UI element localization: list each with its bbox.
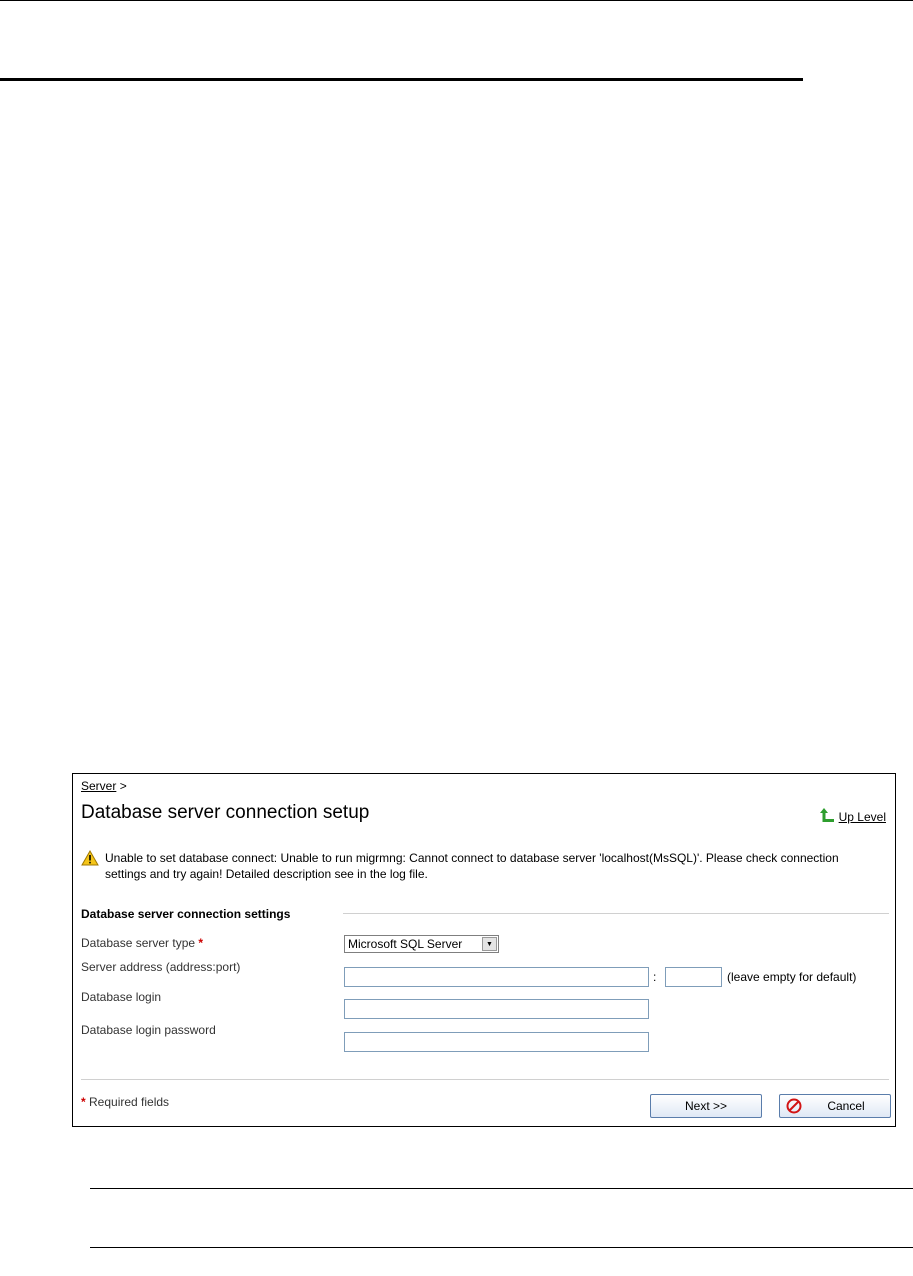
- breadcrumb-separator: >: [119, 779, 127, 793]
- cancel-button[interactable]: [779, 1094, 891, 1118]
- db-connection-panel: [72, 773, 896, 1127]
- section-divider: [343, 913, 889, 914]
- green-up-arrow-icon: [820, 807, 836, 826]
- page-top-rule: [0, 0, 913, 1]
- server-port-input[interactable]: [665, 967, 722, 987]
- port-separator: :: [653, 970, 657, 984]
- footer-rule-2: [90, 1247, 913, 1248]
- section-title: Database server connection settings: [81, 907, 291, 921]
- next-button[interactable]: [650, 1094, 762, 1118]
- up-level-link[interactable]: [820, 807, 886, 826]
- db-login-label: Database login: [81, 990, 162, 1004]
- server-type-label: [81, 936, 203, 950]
- no-entry-icon: [786, 1098, 802, 1117]
- warning-triangle-icon: [81, 850, 99, 882]
- footer-divider: [81, 1079, 889, 1080]
- footer-rule-1: [90, 1188, 913, 1189]
- next-button-label: Next >>: [684, 1099, 728, 1113]
- db-login-input[interactable]: [344, 999, 649, 1019]
- server-type-select[interactable]: [344, 935, 499, 953]
- server-address-input[interactable]: [344, 967, 649, 987]
- port-hint: (leave empty for default): [727, 970, 857, 984]
- required-fields-note: [81, 1095, 169, 1109]
- breadcrumb-link-server[interactable]: Server: [81, 779, 117, 793]
- header-rule: [0, 78, 803, 81]
- server-type-label-text: Database server type: [81, 936, 196, 950]
- up-level-label: Up Level: [838, 809, 886, 824]
- db-password-label: Database login password: [81, 1023, 216, 1037]
- breadcrumb: [81, 779, 127, 793]
- server-type-value: Microsoft SQL Server: [348, 937, 463, 951]
- required-note-text: Required fields: [89, 1095, 170, 1109]
- required-asterisk: *: [81, 1095, 86, 1109]
- db-password-input[interactable]: [344, 1032, 649, 1052]
- required-asterisk: *: [198, 936, 204, 950]
- page-title: Database server connection setup: [81, 802, 370, 823]
- warning-message: [81, 850, 881, 882]
- cancel-button-label: Cancel: [827, 1099, 865, 1113]
- warning-text: Unable to set database connect: Unable to run migrmng: Cannot connect to database server 'localhost(MsSQL)'. Please check connection settings and try again! Detailed description see in the log file.: [105, 851, 839, 881]
- chevron-down-icon[interactable]: ▼: [482, 937, 497, 951]
- server-address-label: Server address (address:port): [81, 960, 241, 974]
